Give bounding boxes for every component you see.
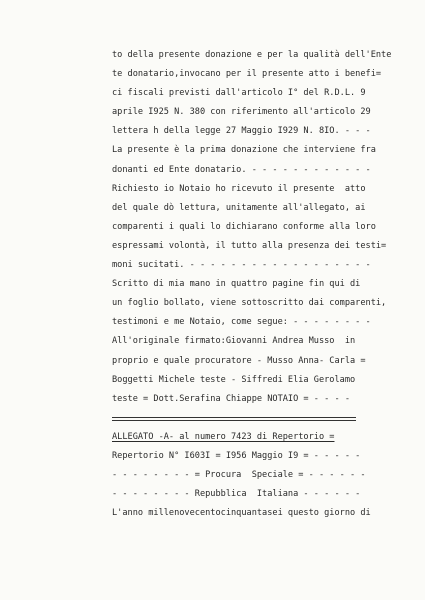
- text-line: moni sucitati. - - - - - - - - - - - - - - - - - -: [112, 260, 371, 271]
- text-line: All'originale firmato:Giovanni Andrea Musso in: [112, 336, 356, 347]
- text-line: Repertorio N° I603I = I956 Maggio I9 = - - - - -: [112, 450, 361, 461]
- text-line: proprio e quale procuratore - Musso Anna- Carla =: [112, 355, 366, 366]
- document-text: [112, 46, 412, 523]
- text-line: comparenti i quali lo dichiarano conforme alla loro: [112, 221, 376, 232]
- text-line: La presente è la prima donazione che interviene fra: [112, 145, 376, 156]
- text-line: testimoni e me Notaio, come segue: - - - - - - - -: [112, 317, 371, 328]
- text-line: aprile I925 N. 380 con riferimento all'articolo 29: [112, 107, 371, 118]
- text-line: espressami volontà, il tutto alla presenza dei testi=: [112, 240, 387, 251]
- text-line: teste = Dott.Serafina Chiappe NOTAIO = - - - -: [112, 393, 350, 404]
- text-line: lettera h della legge 27 Maggio I929 N. 8IO. - - -: [112, 126, 371, 137]
- text-line: te donatario,invocano per il presente atto i benefi=: [112, 69, 382, 80]
- text-line: del quale dò lettura, unitamente all'allegato, ai: [112, 202, 366, 213]
- text-line: Scritto di mia mano in quattro pagine fin qui di: [112, 279, 361, 290]
- text-line: un foglio bollato, viene sottoscritto dai comparenti,: [112, 298, 387, 309]
- allegato-heading: ALLEGATO -A- al numero 7423 di Repertorio =: [112, 431, 335, 442]
- double-rule-separator: [112, 409, 412, 428]
- text-line: L'anno millenovecentocinquantasei questo giorno di: [112, 508, 371, 519]
- text-line: to della presente donazione e per la qualità dell'Ente: [112, 50, 392, 60]
- text-line: ci fiscali previsti dall'articolo I° del R.D.L. 9: [112, 88, 366, 99]
- text-line: - - - - - - - - Repubblica Italiana - - - - - -: [112, 489, 361, 500]
- text-line: donanti ed Ente donatario. - - - - - - - - - - - -: [112, 164, 371, 175]
- text-line: Boggetti Michele teste - Siffredi Elia Gerolamo: [112, 374, 356, 385]
- text-line: - - - - - - - - = Procura Speciale = - - - - - -: [112, 470, 366, 481]
- text-line: Richiesto io Notaio ho ricevuto il presente atto: [112, 183, 366, 194]
